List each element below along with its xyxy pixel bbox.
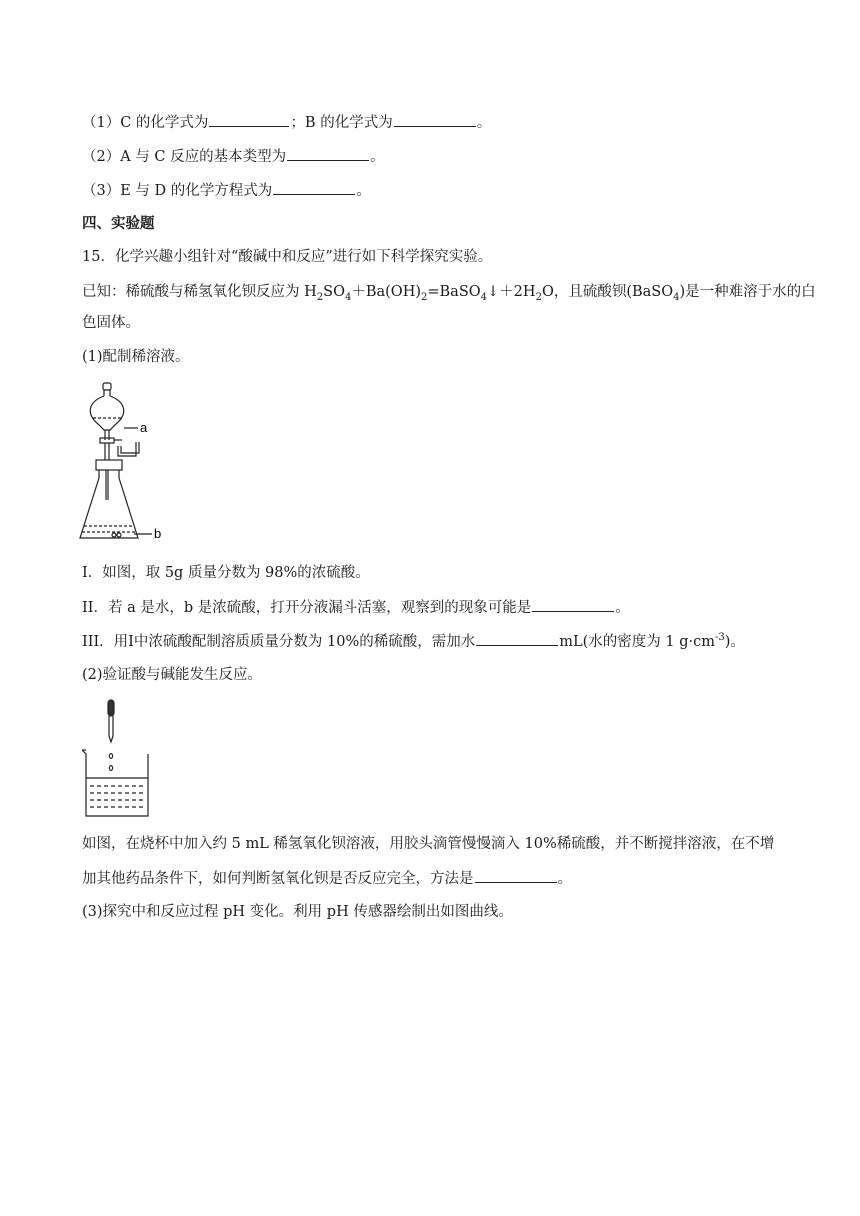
q-prev-line-1 <box>82 112 491 133</box>
fig1-label-a: a <box>140 420 148 435</box>
answer-blank[interactable] <box>209 112 289 127</box>
subscript: 4 <box>673 291 680 303</box>
known-text: ↓＋2H <box>487 284 536 300</box>
figure-dropper-beaker <box>78 698 168 823</box>
q-prev-line-1-text: （1）C 的化学式为 <box>82 115 209 131</box>
subscript: 2 <box>535 291 542 303</box>
part1-ii-end: 。 <box>615 600 630 616</box>
part2-line-2-text: 加其他药品条件下，如何判断氢氧化钡是否反应完全，方法是 <box>82 871 474 887</box>
part1-title: (1)配制稀溶液。 <box>82 349 190 365</box>
part1-iii-text: III．用I中浓硫酸配制溶质质量分数为 10%的稀硫酸，需加水 <box>82 634 476 650</box>
part1-ii <box>82 597 630 618</box>
part1-iii-mid: mL(水的密度为 1 g·cm <box>559 634 715 650</box>
q-prev-line-1-end: 。 <box>476 115 492 131</box>
figure-separatory-funnel-flask <box>76 380 166 550</box>
subscript: 2 <box>421 291 428 303</box>
answer-blank[interactable] <box>287 146 369 161</box>
known-text: 已知：稀硫酸与稀氢氧化钡反应为 H <box>82 284 317 300</box>
q-prev-line-2-text: （2）A 与 C 反应的基本类型为 <box>82 149 287 165</box>
q-prev-line-3 <box>82 180 371 201</box>
answer-blank[interactable] <box>476 631 558 646</box>
known-text: )是一种难溶于水的白 <box>679 284 816 300</box>
part1-iii <box>82 631 745 652</box>
known-text: =BaSO <box>427 284 481 300</box>
q15-intro: 15．化学兴趣小组针对“酸碱中和反应”进行如下科学探究实验。 <box>82 249 493 265</box>
q-prev-line-2-end: 。 <box>370 149 385 165</box>
known-text: SO <box>323 284 345 300</box>
subscript: 2 <box>316 291 324 303</box>
superscript: -3 <box>715 632 725 644</box>
q15-known-line-2: 色固体。 <box>82 315 140 331</box>
part3-title: (3)探究中和反应过程 pH 变化。利用 pH 传感器绘制出如图曲线。 <box>82 904 513 920</box>
subscript: 4 <box>480 291 488 303</box>
section-heading: 四、实验题 <box>82 215 155 232</box>
q-prev-line-1-mid: ；B 的化学式为 <box>290 115 393 131</box>
answer-blank[interactable] <box>273 180 355 195</box>
answer-blank[interactable] <box>394 112 476 127</box>
q-prev-line-3-text: （3）E 与 D 的化学方程式为 <box>82 183 273 199</box>
part2-line-2-end: 。 <box>557 871 572 887</box>
part2-title: (2)验证酸与碱能发生反应。 <box>82 667 263 683</box>
part2-line-1: 如图，在烧杯中加入约 5 mL 稀氢氧化钡溶液，用胶头滴管慢慢滴入 10%稀硫酸，并不断搅拌溶液，在不增 <box>82 836 775 852</box>
part1-ii-text: II．若 a 是水，b 是浓硫酸，打开分液漏斗活塞，观察到的现象可能是 <box>82 600 532 616</box>
part2-line-2 <box>82 868 572 889</box>
q-prev-line-2 <box>82 146 385 167</box>
part1-iii-end: )。 <box>724 634 745 650</box>
part1-i: I．如图，取 5g 质量分数为 98%的浓硫酸。 <box>82 565 370 581</box>
q-prev-line-3-end: 。 <box>356 183 371 199</box>
subscript: 4 <box>344 291 352 303</box>
fig1-label-b: b <box>154 526 162 541</box>
known-text: ＋Ba(OH) <box>351 284 421 300</box>
answer-blank[interactable] <box>475 868 557 883</box>
known-text: O，且硫酸钡(BaSO <box>541 284 674 300</box>
answer-blank[interactable] <box>532 597 614 612</box>
q15-known-line-1 <box>82 282 816 302</box>
